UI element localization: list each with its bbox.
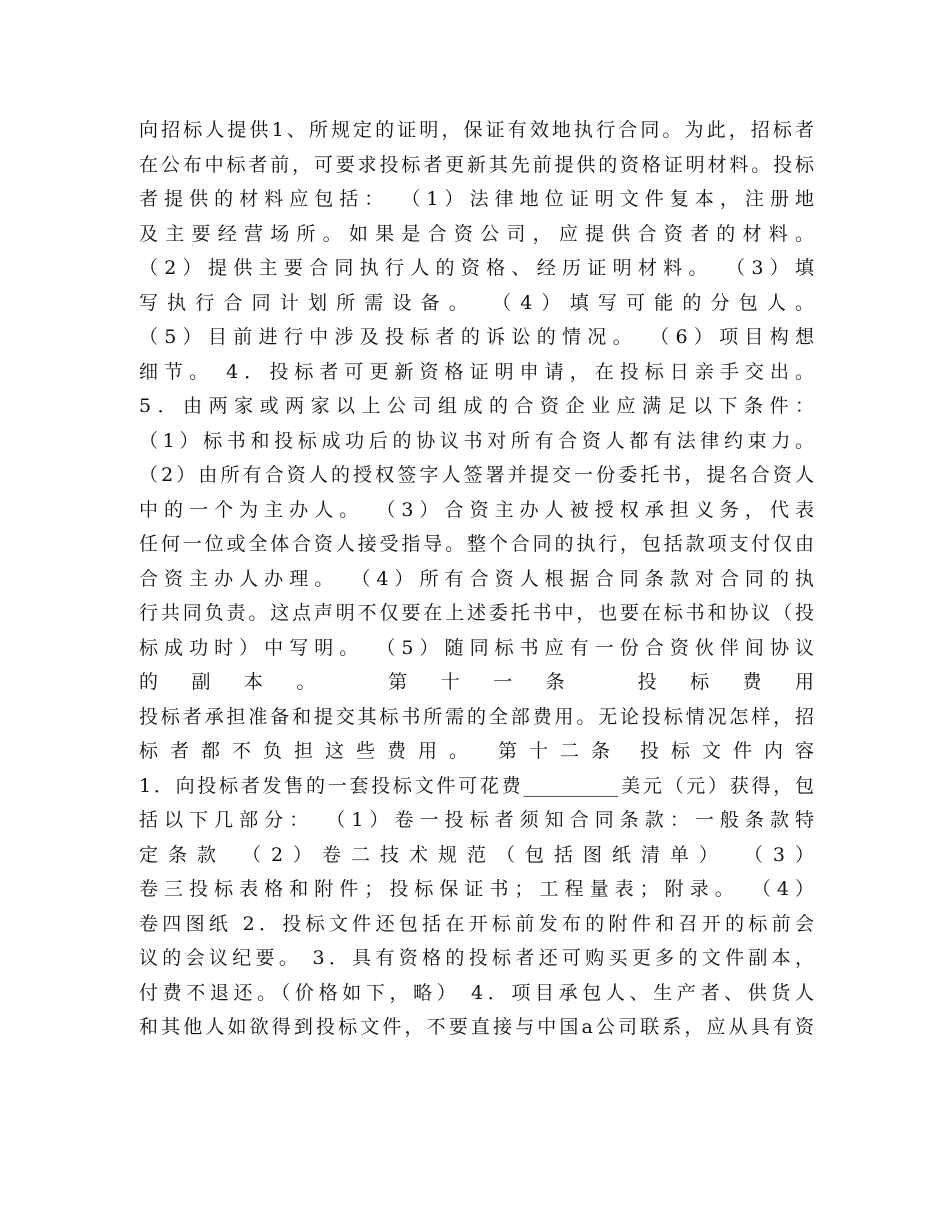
text-line: 在公布中标者前，可要求投标者更新其先前提供的资格证明材料。投标 bbox=[139, 153, 814, 176]
text-line: 卷四图纸 2．投标文件还包括在开标前发布的附件和召开的标前会 bbox=[139, 912, 814, 935]
text-line: 付费不退还。（价格如下，略） 4．项目承包人、生产者、供货人 bbox=[139, 981, 814, 1004]
text-line: 卷三投标表格和附件；投标保证书；工程量表；附录。 （4） bbox=[139, 878, 814, 900]
text-line: 5．由两家或两家以上公司组成的合资企业应满足以下条件： bbox=[139, 395, 814, 417]
text-line: 1．向投标者发售的一套投标文件可花费__________美元（元）获得，包 bbox=[139, 774, 814, 797]
text-line: 细节。 4．投标者可更新资格证明申请，在投标日亲手交出。 bbox=[139, 360, 814, 383]
text-line: 标成功时）中写明。 （5）随同标书应有一份合资伙伴间协议 bbox=[139, 636, 814, 659]
text-line: 中的一个为主办人。 （3）合资主办人被授权承担义务，代表 bbox=[139, 498, 814, 521]
text-line: 的副本。 第十一条 投标费用 bbox=[139, 671, 814, 693]
text-line: （2）提供主要合同执行人的资格、经历证明材料。 （3）填 bbox=[139, 257, 814, 279]
text-line: 任何一位或全体合资人接受指导。整个合同的执行，包括款项支付仅由 bbox=[139, 533, 814, 555]
text-line: 及主要经营场所。如果是合资公司，应提供合资者的材料。 bbox=[139, 222, 814, 245]
text-line: 括以下几部分： （1）卷一投标者须知合同条款：一般条款特 bbox=[139, 809, 814, 831]
text-line: （1）标书和投标成功后的协议书对所有合资人都有法律约束力。 bbox=[139, 429, 814, 452]
text-line: 标者都不负担这些费用。 第十二条 投标文件内容 bbox=[139, 740, 814, 762]
text-line: （2）由所有合资人的授权签字人签署并提交一份委托书，提名合资人 bbox=[139, 464, 814, 486]
text-line: 写执行合同计划所需设备。 （4）填写可能的分包人。 bbox=[139, 291, 814, 314]
text-line: 议的会议纪要。 3．具有资格的投标者还可购买更多的文件副本， bbox=[139, 947, 814, 969]
text-line: 定条款 （2）卷二技术规范（包括图纸清单） （3） bbox=[139, 843, 814, 866]
document-body bbox=[139, 113, 814, 1045]
text-line: 合资主办人办理。 （4）所有合资人根据合同条款对合同的执 bbox=[139, 567, 814, 590]
text-line: 投标者承担准备和提交其标书所需的全部费用。无论投标情况怎样，招 bbox=[139, 705, 814, 728]
text-line: 向招标人提供1、所规定的证明，保证有效地执行合同。为此，招标者 bbox=[139, 119, 814, 141]
text-line: 行共同负责。这点声明不仅要在上述委托书中，也要在标书和协议（投 bbox=[139, 602, 814, 624]
text-line: 和其他人如欲得到投标文件，不要直接与中国a公司联系，应从具有资 bbox=[139, 1016, 814, 1038]
text-line: （5）目前进行中涉及投标者的诉讼的情况。 （6）项目构想 bbox=[139, 326, 814, 348]
text-line: 者提供的材料应包括： （1）法律地位证明文件复本，注册地 bbox=[139, 188, 814, 210]
